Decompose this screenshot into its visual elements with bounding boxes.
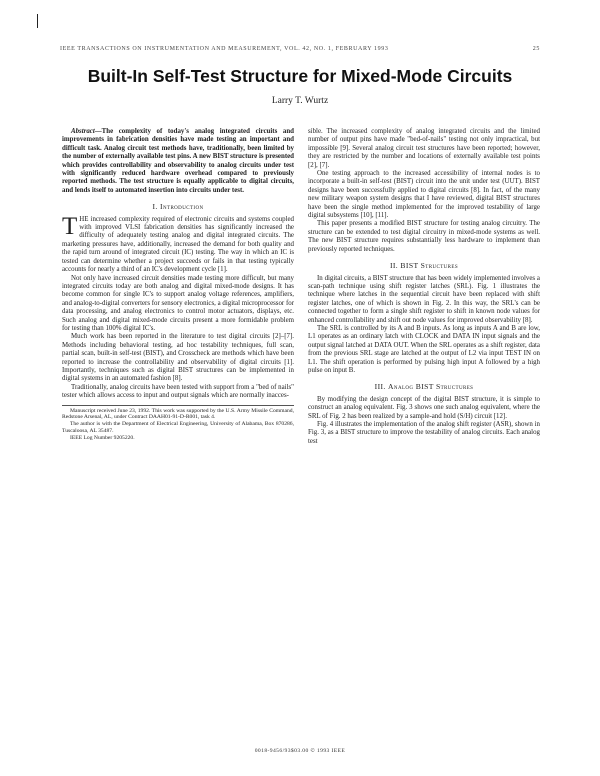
section-heading-analog-bist	[308, 383, 540, 391]
analog-paragraph-2: Fig. 4 illustrates the implementation of the analog shift register (ASR), shown in Fig. 3, as a BIST structure to improve the testability of analog circuits. Each analog test	[308, 421, 540, 445]
section-title: Introduction	[160, 202, 204, 212]
footnote-line: Manuscript received June 23, 1992. This work was supported by the U.S. Army Missile Command, Redstone Arsenal, AL, under Contract DAAH01-91-D-R001, task 4.	[62, 407, 294, 421]
page-number: 25	[532, 46, 540, 52]
journal-header: IEEE TRANSACTIONS ON INSTRUMENTATION AND MEASUREMENT, VOL. 42, NO. 1, FEBRUARY 1993	[60, 46, 389, 52]
footnote-line: IEEE Log Number 9205220.	[70, 434, 135, 441]
section-numeral: II.	[389, 261, 399, 271]
footnote	[62, 405, 294, 442]
analog-paragraph-1: By modifying the design concept of the digital BIST structure, it is simple to construct an analog equivalent. Fig. 3 shows one such analog equivalent, where the SRL of Fig. 2 has been realized by a sample-and hold (S/H) circuit [12].	[308, 395, 540, 420]
abstract-text: —The complexity of today's analog integrated circuits and improvements in fabrication densities have made testing an important and difficult task. Analog circuit test methods have, traditionally, been limited by the number of externally available test pins. A new BIST structure is presented which provides controllability and observability to analog circuits under test with significantly reduced hardware overhead compared to previously reported methods. The test structure is equally applicable to digital circuits, and lends itself to automated insertion into circuits under test.	[62, 128, 294, 194]
right-column	[308, 128, 540, 446]
paper-title: Built-In Self-Test Structure for Mixed-Mode Circuits	[87, 66, 513, 86]
section-numeral: I.	[152, 202, 158, 212]
section-title: BIST Structures	[400, 261, 459, 271]
crop-mark	[37, 14, 38, 28]
section-heading-introduction	[62, 203, 294, 211]
intro-paragraph-1-text: HE increased complexity required of electronic circuits and systems coupled with improved VLSI fabrication densities has significantly increased the difficulty of adequately testing analog and digital integrated circuits. The marketing pressures have, additionally, increased the demand for both quality and the rapid turn around of integrated circuit (IC) testing. The way in which an IC is tested can determine whether a project succeeds or fails in that testing typically accounts for nearly a third of an IC's development cycle [1].	[62, 215, 294, 274]
author-name: Larry T. Wurtz	[271, 96, 329, 106]
bist-paragraph-2: The SRL is controlled by its A and B inputs. As long as inputs A and B are low, L1 operates as an ordinary latch with CLOCK and DATA IN input signals and the output signal latched at DATA OUT. When the SRL operates as a shift register, data from the previous SRL stage are latched at the output of L2 via input TEST IN on L1. The shift operation is performed by pulsing high input A followed by a high pulse on input B.	[308, 324, 540, 374]
intro-paragraph-2: Not only have increased circuit densities made testing more difficult, but many integrated circuits today are both analog and digital mixed-mode designs. It has become common for single IC's to support analog voltage references, amplifiers, and analog-to-digital converters for sensory electronics, a digital microprocessor for data processing, and analog electronics to control motor actuators, displays, etc. Such analog and digital mixed-mode circuits present a more formidable problem for testing than 100% digital IC's.	[62, 274, 294, 332]
running-header	[60, 46, 540, 52]
drop-cap: T	[62, 212, 78, 240]
intro-paragraph-6: This paper presents a modified BIST structure for testing analog circuitry. The structure can be extended to test digital circuitry in mixed-mode systems as well. The new BIST structure requires substantially less hardware to implement than previously reported techniques.	[308, 220, 540, 253]
bist-paragraph-1: In digital circuits, a BIST structure that has been widely implemented involves a scan-path technique using shift register latches (SRL). Fig. 1 illustrates the technique where latches in the sequential circuit have been replaced with shift register latches, one of which is shown in Fig. 2. In this way, the SRL's can be connected together to form a single shift register to shift in known node values for enhanced controllability and shift out node values for improved observability [8].	[308, 274, 540, 324]
section-title: Analog BIST Structures	[388, 382, 474, 392]
section-heading-bist-structures	[308, 262, 540, 270]
abstract	[62, 128, 294, 195]
left-column	[62, 128, 294, 442]
copyright-code: 0018-9456/93$03.00 © 1993 IEEE	[254, 748, 346, 754]
intro-paragraph-3: Much work has been reported in the literature to test digital circuits [2]–[7]. Methods including behavioral testing, ad hoc testability techniques, full scan, partial scan, built-in self-test (BIST), and Crosscheck are methods which have been reported to increase the controllability and observability of digital circuits [1]. Importantly, techniques such as digital BIST structures can be implemented in digital systems in an automated fashion [8].	[62, 333, 294, 383]
intro-paragraph-5: One testing approach to the increased accessibility of internal nodes is to incorporate a built-in self-test (BIST) circuit into the unit under test (UUT). BIST designs have been successfully applied to digital circuits [8]. In fact, of the many new military weapon system designs that I have reviewed, digital BIST structures have been the single method implemented for the improved testability of large digital subsystems [10], [11].	[308, 170, 540, 220]
intro-paragraph-4: Traditionally, analog circuits have been tested with support from a "bed of nails" tester which allows access to input and output signals which are normally inacces-	[62, 383, 294, 400]
section-numeral: III.	[374, 382, 386, 392]
abstract-label: Abstract	[71, 128, 95, 135]
intro-paragraph-1	[62, 212, 294, 275]
footnote-line: The author is with the Department of Electrical Engineering, University of Alabama, Box 870286, Tuscaloosa, AL 35487.	[62, 421, 294, 434]
intro-continued-paragraph: sible. The increased complexity of analog integrated circuits and the limited number of output pins have made "bed-of-nails" testing not only impractical, but impossible [9]. Several analog circuit test structures have been reported; however, they are restricted by the number and locations of externally available test points [2], [7].	[308, 128, 540, 169]
